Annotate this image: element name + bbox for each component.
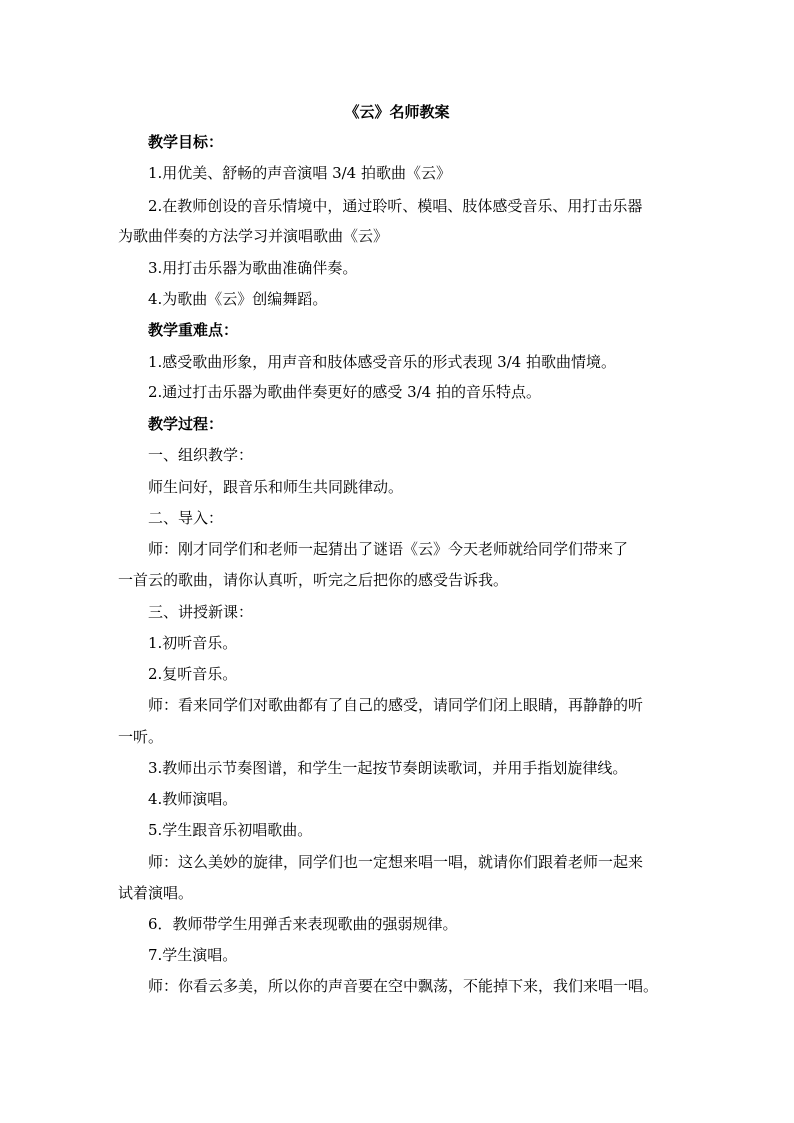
goal-4: 4.为歌曲《云》创编舞蹈。 xyxy=(148,290,328,308)
key-point-2: 2.通过打击乐器为歌曲伴奏更好的感受 3/4 拍的音乐特点。 xyxy=(148,383,541,401)
teacher-1-line1: 师：看来同学们对歌曲都有了自己的感受，请同学们闭上眼睛，再静静的听 xyxy=(148,696,644,714)
goal-2-line2: 为歌曲伴奏的方法学习并演唱歌曲《云》 xyxy=(118,227,389,245)
key-point-1: 1.感受歌曲形象，用声音和肢体感受音乐的形式表现 3/4 拍歌曲情境。 xyxy=(148,353,616,371)
item-6: 6．教师带学生用弹舌来表现歌曲的强弱规律。 xyxy=(148,915,458,933)
step-3-heading: 三、讲授新课： xyxy=(148,603,254,621)
item-2: 2.复听音乐。 xyxy=(148,665,238,683)
step-1-text: 师生问好，跟音乐和师生共同跳律动。 xyxy=(148,478,404,496)
teacher-2-line2: 试着演唱。 xyxy=(118,884,194,902)
goal-3: 3.用打击乐器为歌曲准确伴奏。 xyxy=(148,259,358,277)
item-3: 3.教师出示节奏图谱，和学生一起按节奏朗读歌词，并用手指划旋律线。 xyxy=(148,759,628,777)
item-7: 7.学生演唱。 xyxy=(148,946,238,964)
goal-1: 1.用优美、舒畅的声音演唱 3/4 拍歌曲《云》 xyxy=(148,164,451,182)
teacher-3: 师：你看云多美，所以你的声音要在空中飘荡，不能掉下来，我们来唱一唱。 xyxy=(148,977,659,995)
item-1: 1.初听音乐。 xyxy=(148,634,238,652)
goal-2-line1: 2.在教师创设的音乐情境中，通过聆听、模唱、肢体感受音乐、用打击乐器 xyxy=(148,197,643,215)
teacher-1-line2: 一听。 xyxy=(118,728,164,746)
process-heading: 教学过程： xyxy=(148,415,224,433)
step-2-heading: 二、导入： xyxy=(148,509,224,527)
item-5: 5.学生跟音乐初唱歌曲。 xyxy=(148,821,313,839)
step-2-text-line2: 一首云的歌曲，请你认真听，听完之后把你的感受告诉我。 xyxy=(118,571,509,589)
item-4: 4.教师演唱。 xyxy=(148,790,238,808)
teacher-2-line1: 师：这么美妙的旋律，同学们也一定想来唱一唱，就请你们跟着老师一起来 xyxy=(148,853,644,871)
key-points-heading: 教学重难点： xyxy=(148,321,239,339)
goals-heading: 教学目标： xyxy=(148,133,224,151)
page-title: 《云》名师教案 xyxy=(344,103,450,121)
step-2-text-line1: 师：刚才同学们和老师一起猜出了谜语《云》今天老师就给同学们带来了 xyxy=(148,540,629,558)
step-1-heading: 一、组织教学： xyxy=(148,446,254,464)
